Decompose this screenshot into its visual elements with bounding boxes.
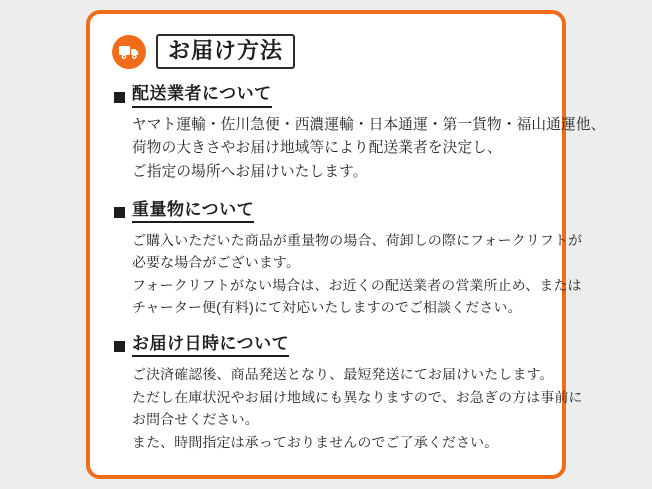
body-line: 荷物の大きさやお届け地域等により配送業者を決定し、 (132, 140, 502, 157)
section-heading-shipping-carrier: 配送業者について (132, 83, 272, 107)
page-title: お届け方法 (156, 34, 295, 69)
section-heading-row (114, 333, 542, 357)
body-line: ヤマト運輸・佐川急便・西濃運輸・日本通運・第一貨物・福山通運他、 (132, 116, 606, 133)
delivery-truck-icon (112, 35, 146, 69)
section-heading-row (114, 83, 542, 107)
square-bullet-icon (114, 341, 125, 352)
body-line: お問合せください。 (132, 411, 259, 428)
section-delivery-datetime (110, 333, 583, 453)
body-line: フォークリフトがない場合は、お近くの配送業者の営業所止め、または (132, 276, 582, 293)
section-body-delivery-datetime (132, 363, 583, 453)
panel-title-row (112, 34, 542, 69)
square-bullet-icon (114, 207, 125, 218)
delivery-method-panel (86, 10, 606, 479)
section-heading-row (114, 199, 542, 223)
section-body-shipping-carrier (132, 114, 606, 185)
body-line: ご決済確認後、商品発送となり、最短発送にてお届けいたします。 (132, 366, 554, 383)
section-heavy-items (110, 199, 583, 319)
body-line: また、時間指定は承っておりませんのでご了承ください。 (132, 433, 499, 450)
square-bullet-icon (114, 92, 125, 103)
section-body-heavy-items (132, 229, 583, 319)
body-line: ご指定の場所へお届けいたします。 (132, 163, 368, 180)
body-line: ご購入いただいた商品が重量物の場合、荷卸しの際にフォークリフトが (132, 231, 583, 248)
section-shipping-carrier (110, 83, 606, 184)
body-line: チャーター便(有料)にて対応いたしますのでご相談ください。 (132, 299, 522, 316)
section-heading-heavy-items: 重量物について (132, 199, 254, 223)
body-line: ただし在庫状況やお届け地域にも異なりますので、お急ぎの方は事前に (132, 388, 583, 405)
body-line: 必要な場合がございます。 (132, 254, 300, 271)
section-heading-delivery-datetime: お届け日時について (132, 333, 289, 357)
